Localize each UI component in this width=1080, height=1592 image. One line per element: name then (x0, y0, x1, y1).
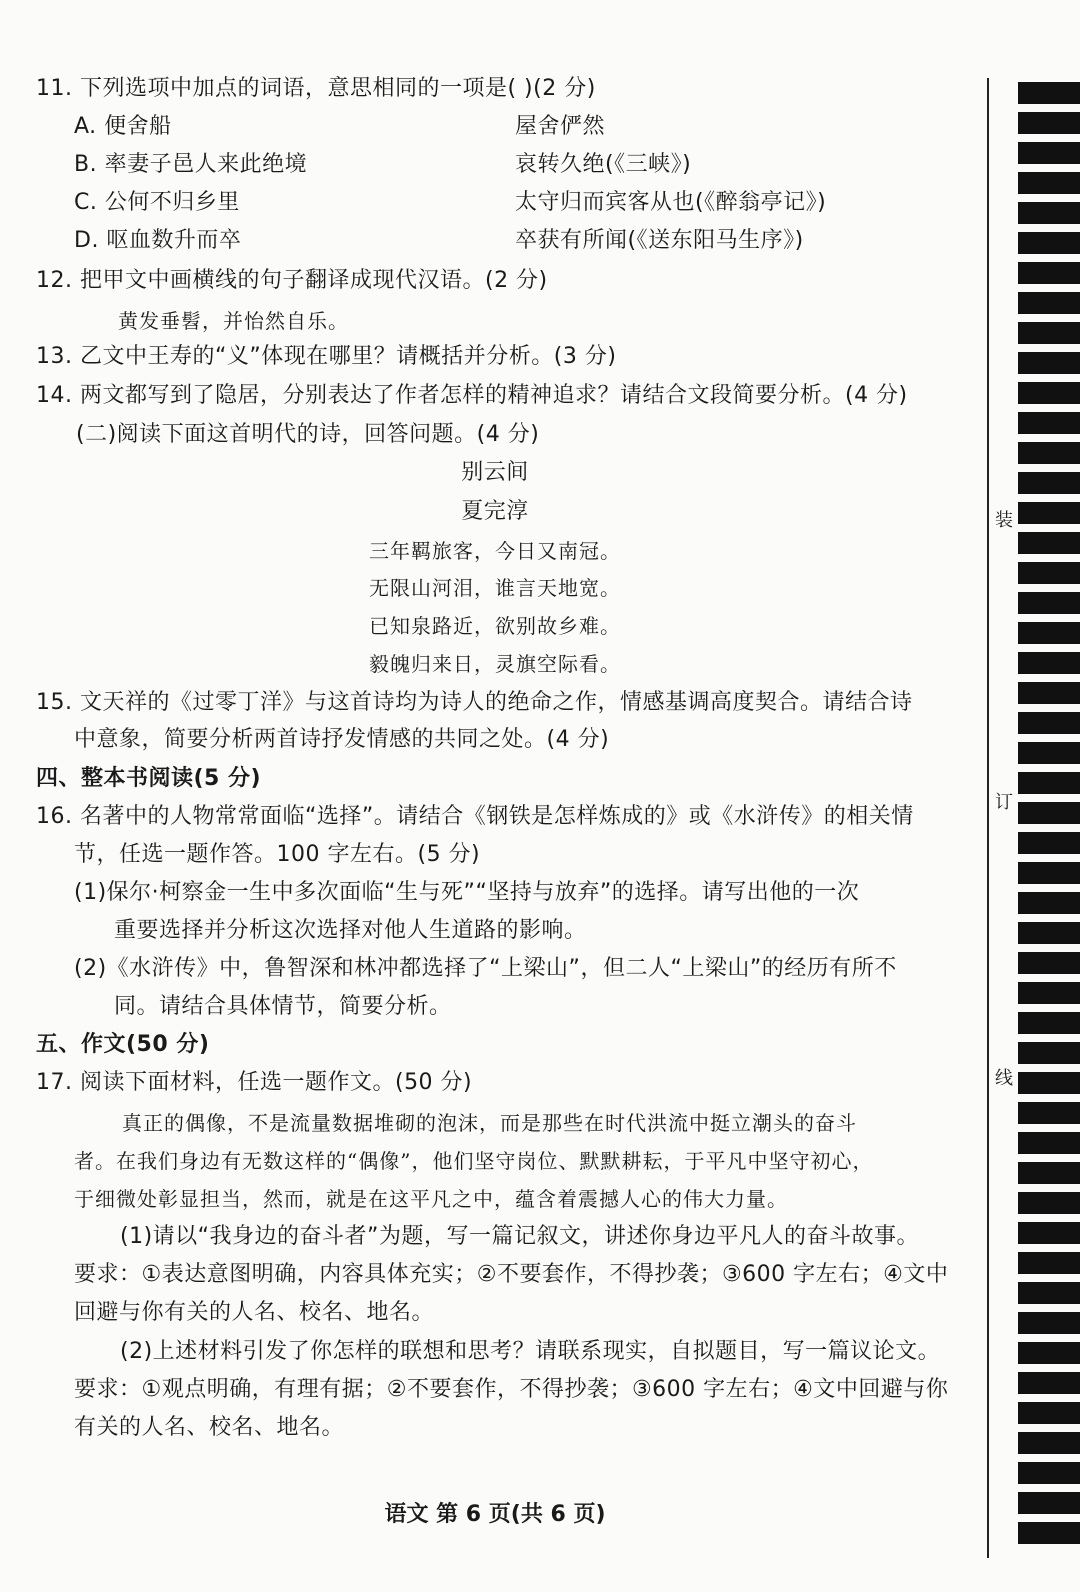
binding-char-ding: 订 (995, 792, 1013, 813)
page-footer: 语文 第 6 页(共 6 页) (384, 1502, 606, 1527)
poem-author: 夏完淳 (461, 499, 529, 524)
poem-line-2: 无限山河泪，谁言天地宽。 (369, 576, 621, 600)
q16-line-2: 节，任选一题作答。100 字左右。(5 分) (74, 842, 481, 867)
q16-sub1-line-1: (1)保尔·柯察金一生中多次面临“生与死”“坚持与放弃”的选择。请写出他的一次 (74, 880, 860, 905)
section-5-heading: 五、作文(50 分) (36, 1032, 210, 1057)
q17-task1-line-1: (1)请以“我身边的奋斗者”为题，写一篇记叙文，讲述你身边平凡人的奋斗故事。 (120, 1224, 919, 1249)
q11-option-d (74, 226, 241, 256)
q11-option-b-left: B. 率妻子邑人来此绝境 (74, 152, 308, 177)
q15-line-2: 中意象，简要分析两首诗抒发情感的共同之处。(4 分) (74, 727, 610, 752)
binding-line (987, 78, 989, 1558)
binding-char-xian: 线 (995, 1068, 1013, 1089)
q17-material-line-2: 者。在我们身边有无数这样的“偶像”，他们坚守岗位、默默耕耘，于平凡中坚守初心， (74, 1149, 874, 1173)
q15-line-1: 15. 文天祥的《过零丁洋》与这首诗均为诗人的绝命之作，情感基调高度契合。请结合诗 (36, 690, 913, 715)
q13-stem: 13. 乙文中王寿的“义”体现在哪里？请概括并分析。(3 分) (36, 344, 617, 369)
binding-char-zhuang: 装 (995, 510, 1013, 531)
section-4-heading: 四、整本书阅读(5 分) (36, 766, 262, 791)
q11-option-a (74, 112, 172, 142)
q17-task2-line-3: 有关的人名、校名、地名。 (74, 1415, 345, 1440)
q17-task2-line-1: (2)上述材料引发了你怎样的联想和思考？请联系现实，自拟题目，写一篇议论文。 (120, 1339, 941, 1364)
q14-stem: 14. 两文都写到了隐居，分别表达了作者怎样的精神追求？请结合文段简要分析。(4 分) (36, 383, 908, 408)
q11-option-c-right: 太守归而宾客从也(《醉翁亭记》) (515, 190, 827, 215)
q12-stem: 12. 把甲文中画横线的句子翻译成现代汉语。(2 分) (36, 268, 548, 293)
poem-title: 别云间 (461, 460, 529, 485)
q11-stem: 11. 下列选项中加点的词语，意思相同的一项是( )(2 分) (36, 76, 596, 101)
poem-line-4: 毅魄归来日，灵旗空际看。 (369, 652, 621, 676)
q11-option-c-left: C. 公何不归乡里 (74, 190, 240, 215)
q17-stem: 17. 阅读下面材料，任选一题作文。(50 分) (36, 1070, 473, 1095)
q11-option-b-right: 哀转久绝(《三峡》) (515, 152, 692, 177)
q11-option-d-right: 卒获有所闻(《送东阳马生序》) (515, 228, 804, 253)
q16-sub2-line-2: 同。请结合具体情节，简要分析。 (114, 994, 452, 1019)
q16-sub1-line-2: 重要选择并分析这次选择对他人生道路的影响。 (114, 918, 587, 943)
q11-option-b (74, 150, 307, 180)
q12-sentence: 黄发垂髫，并怡然自乐。 (118, 309, 349, 333)
q11-option-a-left: A. 便舍船 (74, 114, 172, 139)
q17-task1-line-2: 要求：①表达意图明确，内容具体充实；②不要套作，不得抄袭；③600 字左右；④文中 (74, 1262, 949, 1287)
poem-section-heading: (二)阅读下面这首明代的诗，回答问题。(4 分) (76, 422, 540, 447)
q11-option-a-right: 屋舍俨然 (515, 114, 606, 139)
poem-line-1: 三年羁旅客，今日又南冠。 (369, 539, 621, 563)
q11-option-c (74, 188, 240, 218)
q17-material-line-1: 真正的偶像，不是流量数据堆砌的泡沫，而是那些在时代洪流中挺立潮头的奋斗 (122, 1111, 857, 1135)
q16-sub2-line-1: (2)《水浒传》中，鲁智深和林冲都选择了“上梁山”，但二人“上梁山”的经历有所不 (74, 956, 897, 981)
q11-option-d-left: D. 呕血数升而卒 (74, 228, 242, 253)
q17-task2-line-2: 要求：①观点明确，有理有据；②不要套作，不得抄袭；③600 字左右；④文中回避与你 (74, 1377, 949, 1402)
binding-stripes (1018, 82, 1080, 1552)
q17-task1-line-3: 回避与你有关的人名、校名、地名。 (74, 1300, 435, 1325)
poem-line-3: 已知泉路近，欲别故乡难。 (369, 614, 621, 638)
q17-material-line-3: 于细微处彰显担当，然而，就是在这平凡之中，蕴含着震撼人心的伟大力量。 (74, 1187, 788, 1211)
q16-line-1: 16. 名著中的人物常常面临“选择”。请结合《钢铁是怎样炼成的》或《水浒传》的相关情 (36, 804, 914, 829)
